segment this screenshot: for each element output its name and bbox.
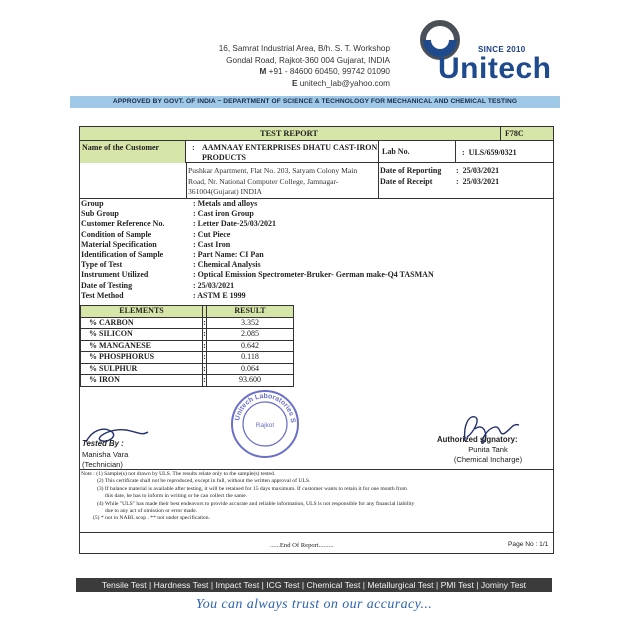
table-row: % CARBON : 3.352 [81,317,294,329]
customer-address-row [80,163,553,199]
phone-number: +91 - 84600 60450, 99742 01090 [268,67,390,76]
tester-block [82,450,128,470]
lab-address [120,43,390,89]
customer-label: Name of the Customer [80,141,186,163]
notes-divider [80,469,553,470]
element-name: % CARBON [81,317,203,329]
element-name: % SILICON [81,329,203,341]
authorized-signatory-label: Authorized signatory: [437,435,518,444]
element-result: 0.064 [207,363,294,375]
element-result: 3.352 [207,317,294,329]
since-year: SINCE 2010 [478,45,526,54]
date-receipt: : 25/03/2021 [456,177,500,186]
authorized-name: Punita Tank [468,445,508,454]
date-reporting: : 25/03/2021 [456,166,500,175]
element-name: % MANGANESE [81,340,203,352]
element-name: % SULPHUR [81,363,203,375]
approval-banner: APPROVED BY GOVT. OF INDIA ~ DEPARTMENT OF SCIENCE & TECHNOLOGY FOR MECHANICAL AND CHEMICAL TESTING [70,96,560,108]
email-prefix: E [292,78,298,88]
email-address: unitech_lab@yahoo.com [299,78,390,88]
detail-value: : Optical Emission Spectrometer-Bruker- German make-Q4 TASMAN [193,270,434,280]
report-notes [81,471,551,523]
page-number: Page No : 1/1 [508,541,549,548]
element-result: 0.642 [207,340,294,352]
tagline: You can always trust on our accuracy... [195,597,433,612]
detail-value: : ASTM E 1999 [193,290,246,300]
detail-value: : Letter Date-25/03/2021 [193,219,276,229]
address-line-1: 16, Samrat Industrial Area, B/h. S. T. Workshop [218,44,390,53]
address-line-2: Gondal Road, Rajkot-360 004 Gujarat, INDIA [226,55,390,65]
detail-value: : 25/03/2021 [193,280,235,290]
detail-label: Test Method [81,290,124,300]
result-header: RESULT [207,306,294,318]
footer-divider [80,532,553,533]
element-result: 2.085 [207,329,294,341]
detail-label: Group [81,199,104,208]
detail-label: Type of Test [81,260,123,270]
phone-prefix: M [259,67,267,76]
lab-no: : ULS/659/0321 [462,148,517,157]
end-of-report: ......End Of Report......... [270,542,334,549]
elements-header: ELEMENTS [81,306,203,318]
report-code: F78C [500,127,553,140]
table-row: % IRON : 93.600 [81,375,294,387]
element-result: 93.600 [207,375,294,387]
tester-role: (Technician) [82,460,123,469]
detail-label: Customer Reference No. [81,219,165,229]
stamp-city: Rajkot [255,422,275,429]
customer-row: Name of the Customer : AAMNAAY ENTERPRISES DHATU CAST-IRON PRODUCTS Lab No. : ULS/659/0321 [80,141,553,163]
stamp-text: Unitech Laboratories S [234,392,297,424]
authorized-block [445,445,531,465]
detail-value: : Cut Piece [193,229,231,239]
report-title-row [80,127,553,141]
detail-value: : Cast iron Group [193,209,254,219]
detail-value: : Part Name: CI Pan [193,250,264,259]
detail-label: Identification of Sample [81,250,164,259]
lab-seal-stamp-icon [229,388,301,460]
table-row: % MANGANESE : 0.642 [81,340,294,352]
detail-value: : Metals and alloys [193,199,258,208]
detail-label: Sub Group [81,209,119,219]
tested-by-label: Tested By : [82,439,124,448]
element-result: 0.118 [207,352,294,364]
results-header-row [81,306,294,318]
table-row: % PHOSPHORUS : 0.118 [81,352,294,364]
detail-label: Material Specification [81,239,157,249]
detail-value: : Cast Iron [193,239,231,249]
note-line: Note : (1) Sample(s) not drawn by ULS. The results relate only to the sample(s) tested. [81,471,276,477]
date-reporting-label: Date of Reporting [380,166,442,175]
report-title: TEST REPORT [260,129,318,138]
table-row: % SULPHUR : 0.064 [81,363,294,375]
customer-name: AAMNAAY ENTERPRISES DHATU CAST-IRON PRODUCTS [202,143,378,162]
detail-value: : Chemical Analysis [193,260,261,270]
services-bar: Tensile Test | Hardness Test | Impact Test | ICG Test | Chemical Test | Metallurgical Test | PMI Test | Jominy Test [76,578,552,592]
detail-label: Date of Testing [81,280,133,290]
date-receipt-label: Date of Receipt [380,177,433,186]
note-line: due to any act of omission or error made. [105,508,198,515]
tester-name: Manisha Vara [82,450,129,459]
note-line: (3) If balance material is available after testing, it will be retained for 15 days maximum. If customer wants to retain it for one month from [97,485,407,492]
note-line: this date, he has to inform in writing or he can collect the same. [105,493,248,500]
authorized-role: (Chemical Incharge) [453,455,523,464]
element-name: % IRON [81,375,203,387]
note-line: (4) While "ULS" has made their best endeavors to provide accurate and reliable information, ULS is not responsible for any financial liability [97,500,415,507]
results-table [80,305,294,387]
detail-label: Instrument Utilized [81,270,149,280]
element-name: % PHOSPHORUS [81,352,203,364]
detail-label: Condition of Sample [81,229,152,239]
lab-no-label: Lab No. [378,141,456,163]
sample-details [81,199,551,303]
customer-address: Pushkar Apartment, Flat No. 203, Satyam Colony Main Road, Nr. National Computer College, Jamnagar-361004(Gujarat) INDIA [188,166,358,196]
note-line: (5) * not in NABL scop . ** not under specification. [93,515,210,522]
table-row: % SILICON : 2.085 [81,329,294,341]
brand-name: Unitech [438,52,552,85]
note-line: (2) This certificate shall not be reproduced, except in full, without the written approval of ULS. [97,478,311,485]
